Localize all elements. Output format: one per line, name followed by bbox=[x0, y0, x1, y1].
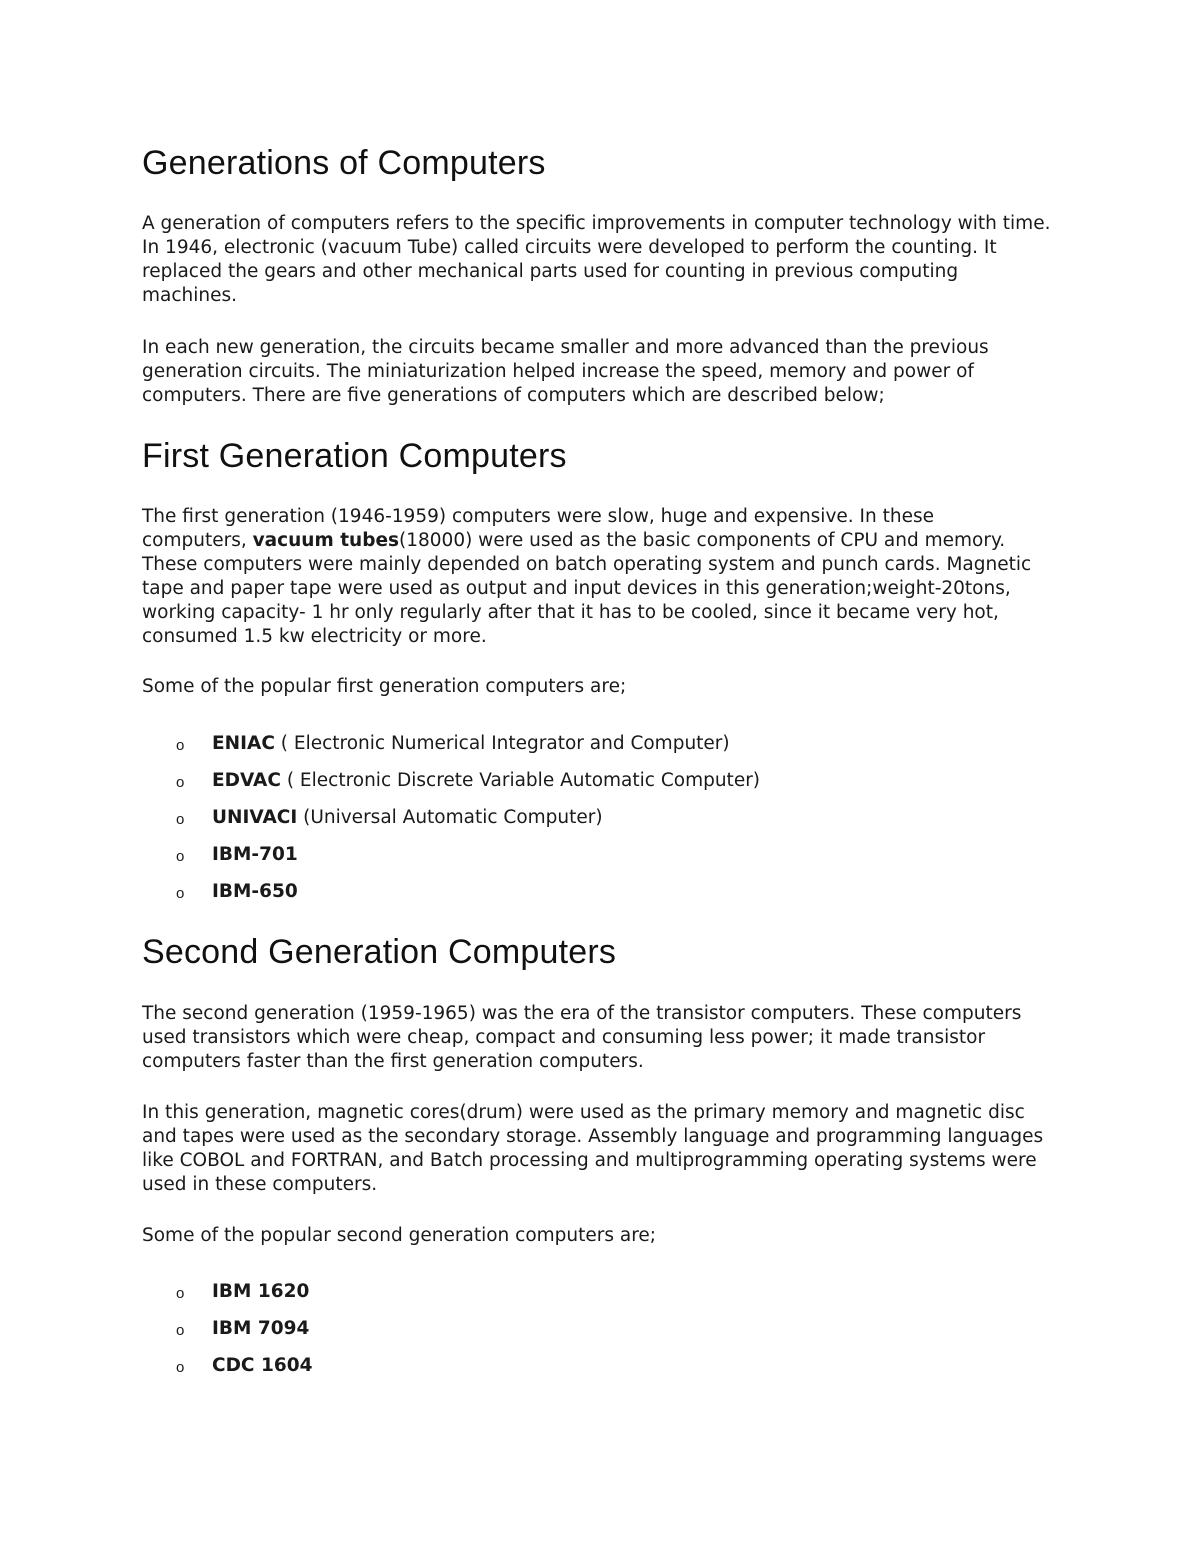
bullet-icon: o bbox=[176, 774, 185, 791]
list-item bbox=[142, 1280, 1042, 1317]
second-generation-list bbox=[142, 1280, 1042, 1391]
first-paragraph-text-b: (18000) were used as the basic components of CPU and memory. These computers were mainly depended on batch operating system and punch cards. Magnetic tape and paper tape were used as output and input devices in this generation;weight-20tons, working capacity- 1 hr only regularly after that it has to be cooled, since it became very hot, consumed 1.5 kw electricity or more. bbox=[142, 530, 1032, 647]
computer-name: UNIVACI bbox=[212, 807, 298, 828]
second-list-intro: Some of the popular second generation computers are; bbox=[142, 1225, 657, 1246]
first-paragraph-text-a: The first generation (1946-1959) computers were slow, huge and expensive. In these computers, bbox=[142, 506, 934, 551]
second-generation-paragraph-1: The second generation (1959-1965) was the era of the transistor computers. These computers used transistors which were cheap, compact and consuming less power; it made transistor computers faster than the first generation computers. bbox=[142, 1003, 1022, 1072]
computer-desc: (Universal Automatic Computer) bbox=[297, 807, 603, 828]
list-item bbox=[142, 1317, 1042, 1354]
list-item bbox=[142, 880, 1042, 917]
intro-paragraph-2: In each new generation, the circuits became smaller and more advanced than the previous generation circuits. The miniaturization helped increase the speed, memory and power of computers. There are five generations of computers which are described below; bbox=[142, 337, 989, 406]
computer-name: CDC 1604 bbox=[212, 1355, 313, 1376]
computer-desc: ( Electronic Numerical Integrator and Computer) bbox=[274, 733, 730, 754]
intro-paragraph-1: A generation of computers refers to the specific improvements in computer technology with time. In 1946, electronic (vacuum Tube) called circuits were developed to perform the counting. It replaced the gears and other mechanical parts used for counting in previous computing machines. bbox=[142, 213, 1051, 306]
list-item bbox=[142, 732, 1042, 769]
computer-name: EDVAC bbox=[212, 770, 281, 791]
bullet-icon: o bbox=[176, 737, 185, 754]
computer-name: ENIAC bbox=[212, 733, 275, 754]
list-item bbox=[142, 769, 1042, 806]
list-item bbox=[142, 806, 1042, 843]
computer-name: IBM-650 bbox=[212, 881, 298, 902]
computer-name: IBM 1620 bbox=[212, 1281, 310, 1302]
computer-name: IBM-701 bbox=[212, 844, 298, 865]
page-title: Generations of Computers bbox=[142, 144, 546, 182]
second-generation-paragraph-2: In this generation, magnetic cores(drum) were used as the primary memory and magnetic disc and tapes were used as the secondary storage. Assembly language and programming languages like COBOL and FORTRAN, and Batch processing and multiprogramming operating systems were used in these computers. bbox=[142, 1102, 1044, 1195]
bullet-icon: o bbox=[176, 1322, 185, 1339]
bullet-icon: o bbox=[176, 885, 185, 902]
bullet-icon: o bbox=[176, 811, 185, 828]
vacuum-tubes-bold: vacuum tubes bbox=[252, 530, 400, 551]
first-list-intro: Some of the popular first generation computers are; bbox=[142, 676, 627, 697]
computer-desc: ( Electronic Discrete Variable Automatic Computer) bbox=[280, 770, 761, 791]
computer-name: IBM 7094 bbox=[212, 1318, 310, 1339]
first-generation-list bbox=[142, 732, 1042, 917]
first-generation-heading: First Generation Computers bbox=[142, 437, 567, 475]
list-item bbox=[142, 843, 1042, 880]
bullet-icon: o bbox=[176, 1359, 185, 1376]
first-generation-paragraph bbox=[142, 505, 1042, 649]
second-generation-heading: Second Generation Computers bbox=[142, 933, 617, 971]
list-item bbox=[142, 1354, 1042, 1391]
bullet-icon: o bbox=[176, 1285, 185, 1302]
bullet-icon: o bbox=[176, 848, 185, 865]
